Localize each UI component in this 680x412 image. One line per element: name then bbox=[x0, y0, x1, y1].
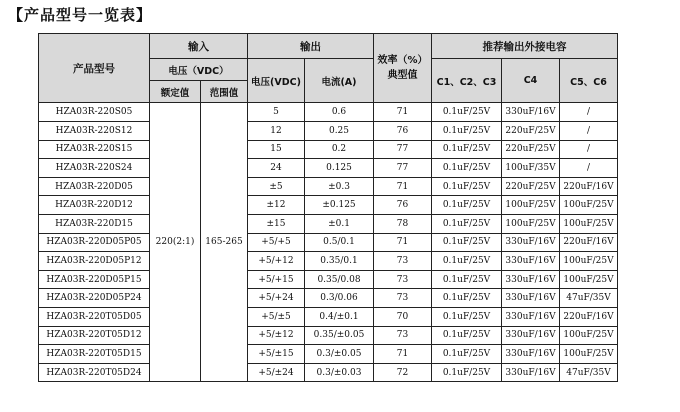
output-voltage-cell: +5/±12 bbox=[248, 326, 305, 345]
model-cell: HZA03R-220S12 bbox=[39, 122, 150, 141]
page-title: 【产品型号一览表】 bbox=[8, 6, 153, 24]
c56-cell: 220uF/16V bbox=[560, 307, 618, 326]
c4-cell: 330uF/16V bbox=[502, 307, 560, 326]
output-current-cell: 0.3/±0.05 bbox=[305, 345, 374, 364]
output-current-cell: 0.35/0.1 bbox=[305, 252, 374, 271]
c4-cell: 100uF/35V bbox=[502, 159, 560, 178]
efficiency-cell: 73 bbox=[374, 252, 432, 271]
model-cell: HZA03R-220D05P24 bbox=[39, 289, 150, 308]
c4-cell: 330uF/16V bbox=[502, 270, 560, 289]
c4-cell: 100uF/25V bbox=[502, 214, 560, 233]
table-row bbox=[39, 326, 618, 345]
output-voltage-cell: +5/±5 bbox=[248, 307, 305, 326]
c56-cell: 220uF/16V bbox=[560, 233, 618, 252]
c123-cell: 0.1uF/25V bbox=[432, 326, 502, 345]
c56-cell: 47uF/35V bbox=[560, 363, 618, 382]
input-voltage-header: 电压（VDC） bbox=[150, 59, 248, 81]
efficiency-cell: 71 bbox=[374, 233, 432, 252]
c56-cell: 220uF/16V bbox=[560, 177, 618, 196]
table-row bbox=[39, 103, 618, 122]
c56-cell: 100uF/25V bbox=[560, 252, 618, 271]
model-cell: HZA03R-220D05P12 bbox=[39, 252, 150, 271]
table-row bbox=[39, 177, 618, 196]
efficiency-cell: 73 bbox=[374, 270, 432, 289]
c4-cell: 330uF/16V bbox=[502, 363, 560, 382]
model-cell: HZA03R-220D05 bbox=[39, 177, 150, 196]
output-current-cell: 0.3/±0.03 bbox=[305, 363, 374, 382]
voltage-range-cell: 165-265 bbox=[201, 103, 248, 382]
efficiency-header bbox=[374, 34, 432, 103]
c123-cell: 0.1uF/25V bbox=[432, 140, 502, 159]
c56-cell: 100uF/25V bbox=[560, 345, 618, 364]
efficiency-cell: 71 bbox=[374, 103, 432, 122]
table-row bbox=[39, 252, 618, 271]
output-voltage-cell: ±12 bbox=[248, 196, 305, 215]
model-cell: HZA03R-220D05P15 bbox=[39, 270, 150, 289]
range-header: 范围值 bbox=[201, 81, 248, 103]
table-row bbox=[39, 270, 618, 289]
c123-cell: 0.1uF/25V bbox=[432, 177, 502, 196]
output-voltage-cell: +5/+24 bbox=[248, 289, 305, 308]
c123-cell: 0.1uF/25V bbox=[432, 103, 502, 122]
output-voltage-header: 电压(VDC) bbox=[248, 59, 305, 103]
c56-cell: 100uF/25V bbox=[560, 196, 618, 215]
efficiency-cell: 71 bbox=[374, 177, 432, 196]
model-cell: HZA03R-220S05 bbox=[39, 103, 150, 122]
c123-cell: 0.1uF/25V bbox=[432, 252, 502, 271]
c123-cell: 0.1uF/25V bbox=[432, 270, 502, 289]
input-header: 输入 bbox=[150, 34, 248, 59]
efficiency-cell: 73 bbox=[374, 289, 432, 308]
c56-cell: 47uF/35V bbox=[560, 289, 618, 308]
output-current-cell: 0.35/±0.05 bbox=[305, 326, 374, 345]
efficiency-label: 效率（%）典型值 bbox=[377, 55, 428, 81]
output-voltage-cell: +5/±15 bbox=[248, 345, 305, 364]
output-current-cell: 0.3/0.06 bbox=[305, 289, 374, 308]
table-row bbox=[39, 159, 618, 178]
caps-header: 推荐输出外接电容 bbox=[432, 34, 618, 59]
c56-cell: 100uF/25V bbox=[560, 214, 618, 233]
efficiency-cell: 73 bbox=[374, 326, 432, 345]
table-row bbox=[39, 307, 618, 326]
c123-cell: 0.1uF/25V bbox=[432, 345, 502, 364]
table-body bbox=[39, 103, 618, 382]
model-cell: HZA03R-220T05D05 bbox=[39, 307, 150, 326]
output-voltage-cell: +5/+15 bbox=[248, 270, 305, 289]
model-cell: HZA03R-220S15 bbox=[39, 140, 150, 159]
output-current-cell: 0.4/±0.1 bbox=[305, 307, 374, 326]
c56-header: C5、C6 bbox=[560, 59, 618, 103]
output-voltage-cell: +5/+12 bbox=[248, 252, 305, 271]
c4-cell: 220uF/25V bbox=[502, 177, 560, 196]
efficiency-cell: 77 bbox=[374, 140, 432, 159]
c123-cell: 0.1uF/25V bbox=[432, 307, 502, 326]
output-current-cell: 0.6 bbox=[305, 103, 374, 122]
c4-cell: 330uF/16V bbox=[502, 233, 560, 252]
c123-cell: 0.1uF/25V bbox=[432, 196, 502, 215]
output-current-cell: 0.2 bbox=[305, 140, 374, 159]
efficiency-cell: 72 bbox=[374, 363, 432, 382]
output-voltage-cell: 15 bbox=[248, 140, 305, 159]
model-cell: HZA03R-220T05D15 bbox=[39, 345, 150, 364]
output-voltage-cell: 12 bbox=[248, 122, 305, 141]
efficiency-cell: 76 bbox=[374, 122, 432, 141]
output-current-cell: ±0.1 bbox=[305, 214, 374, 233]
table-row bbox=[39, 345, 618, 364]
output-current-cell: 0.125 bbox=[305, 159, 374, 178]
c4-header: C4 bbox=[502, 59, 560, 103]
c56-cell: / bbox=[560, 140, 618, 159]
table-row bbox=[39, 289, 618, 308]
c123-cell: 0.1uF/25V bbox=[432, 214, 502, 233]
c56-cell: / bbox=[560, 103, 618, 122]
table-row bbox=[39, 214, 618, 233]
output-voltage-cell: +5/+5 bbox=[248, 233, 305, 252]
output-voltage-cell: 24 bbox=[248, 159, 305, 178]
output-voltage-cell: ±5 bbox=[248, 177, 305, 196]
c4-cell: 220uF/25V bbox=[502, 122, 560, 141]
c123-cell: 0.1uF/25V bbox=[432, 159, 502, 178]
c123-cell: 0.1uF/25V bbox=[432, 122, 502, 141]
rated-voltage-cell: 220(2:1) bbox=[150, 103, 201, 382]
c56-cell: 100uF/25V bbox=[560, 326, 618, 345]
c4-cell: 220uF/25V bbox=[502, 140, 560, 159]
output-current-cell: 0.5/0.1 bbox=[305, 233, 374, 252]
efficiency-cell: 77 bbox=[374, 159, 432, 178]
output-voltage-cell: ±15 bbox=[248, 214, 305, 233]
c4-cell: 330uF/16V bbox=[502, 252, 560, 271]
model-cell: HZA03R-220T05D24 bbox=[39, 363, 150, 382]
model-cell: HZA03R-220S24 bbox=[39, 159, 150, 178]
c123-cell: 0.1uF/25V bbox=[432, 363, 502, 382]
c56-cell: / bbox=[560, 159, 618, 178]
table-row bbox=[39, 233, 618, 252]
c123-cell: 0.1uF/25V bbox=[432, 289, 502, 308]
c123-header: C1、C2、C3 bbox=[432, 59, 502, 103]
output-current-cell: 0.35/0.08 bbox=[305, 270, 374, 289]
c123-cell: 0.1uF/25V bbox=[432, 233, 502, 252]
output-current-cell: ±0.125 bbox=[305, 196, 374, 215]
c4-cell: 330uF/16V bbox=[502, 289, 560, 308]
model-cell: HZA03R-220D12 bbox=[39, 196, 150, 215]
output-voltage-cell: 5 bbox=[248, 103, 305, 122]
c4-cell: 330uF/16V bbox=[502, 345, 560, 364]
table-row bbox=[39, 122, 618, 141]
efficiency-cell: 71 bbox=[374, 345, 432, 364]
output-current-cell: 0.25 bbox=[305, 122, 374, 141]
output-current-cell: ±0.3 bbox=[305, 177, 374, 196]
table-row bbox=[39, 196, 618, 215]
c56-cell: / bbox=[560, 122, 618, 141]
output-voltage-cell: +5/±24 bbox=[248, 363, 305, 382]
efficiency-cell: 78 bbox=[374, 214, 432, 233]
rated-header: 额定值 bbox=[150, 81, 201, 103]
model-cell: HZA03R-220T05D12 bbox=[39, 326, 150, 345]
efficiency-cell: 70 bbox=[374, 307, 432, 326]
output-header: 输出 bbox=[248, 34, 374, 59]
c4-cell: 330uF/16V bbox=[502, 326, 560, 345]
model-cell: HZA03R-220D15 bbox=[39, 214, 150, 233]
c56-cell: 100uF/25V bbox=[560, 270, 618, 289]
c4-cell: 100uF/25V bbox=[502, 196, 560, 215]
model-cell: HZA03R-220D05P05 bbox=[39, 233, 150, 252]
table-row bbox=[39, 140, 618, 159]
model-header: 产品型号 bbox=[39, 34, 150, 103]
product-model-table bbox=[38, 33, 618, 382]
output-current-header: 电流(A) bbox=[305, 59, 374, 103]
table-row bbox=[39, 363, 618, 382]
efficiency-cell: 76 bbox=[374, 196, 432, 215]
c4-cell: 330uF/16V bbox=[502, 103, 560, 122]
